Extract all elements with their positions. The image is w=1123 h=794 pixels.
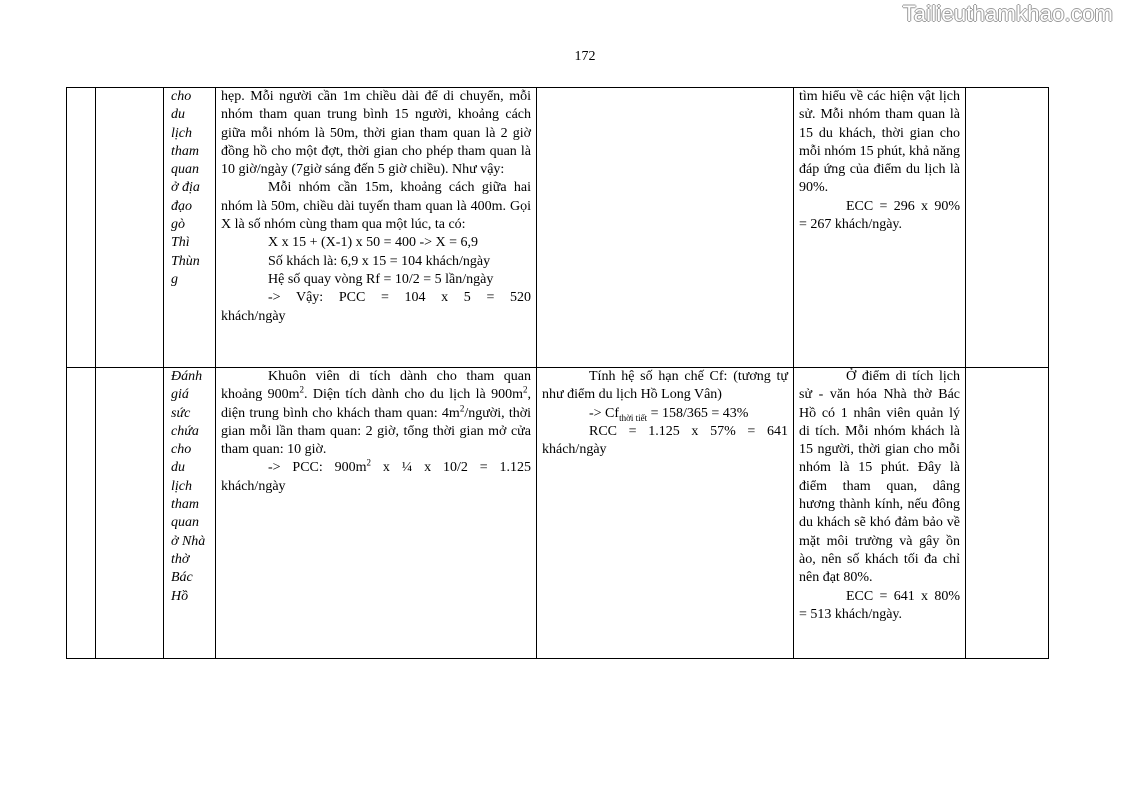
calc-paragraph: hẹp. Mỗi người cần 1m chiều dài để di chuyển, mỗi nhóm tham quan trung bình 15 người, khoảng cách giữa mỗi nhóm là 50m, thời gian tham quan là 2 giờ đồng hồ cho một đợt, thời gian cho phép tham quan là 10 giờ/ngày (7giờ sáng đến 5 giờ chiều). Như vậy: (221, 89, 531, 178)
row-label-line: Hồ (171, 588, 189, 604)
rcc-text: -> Cf (589, 405, 620, 421)
calc-text: x ¼ x 10/2 = 1.125 khách/ngày (221, 460, 531, 494)
superscript: 2 (523, 384, 528, 395)
calc-line: Số khách là: 6,9 x 15 = 104 khách/ngày (268, 253, 491, 269)
row-label-line: du (171, 107, 185, 123)
row-label-line: gò (171, 217, 185, 233)
calc-paragraph (221, 368, 531, 459)
empty-cell (67, 368, 96, 659)
calculation-cell (216, 368, 537, 659)
rcc-text: = 158/365 = 43% (647, 405, 749, 421)
calc-line: X x 15 + (X-1) x 50 = 400 -> X = 6,9 (268, 235, 479, 251)
row-label-cell (164, 368, 216, 659)
empty-cell (67, 88, 96, 368)
calc-paragraph: Mỗi nhóm cần 15m, khoảng cách giữa hai nhóm là 50m, chiều dài tuyến tham quan là 400m. Gọi X là số nhóm cùng tham qua một lúc, ta có: (221, 180, 531, 233)
row-label-line: đạo (171, 198, 192, 214)
ecc-cell (794, 368, 966, 659)
row-label-line: Đánh (171, 369, 203, 384)
superscript: 2 (299, 384, 304, 395)
subscript: thời tiết (619, 412, 648, 423)
calc-text: /người, thời gian mỗi lần tham quan: 2 giờ, tổng thời gian mở cửa tham quan: 10 giờ. (221, 405, 531, 458)
page-number: 172 (574, 49, 596, 64)
row-label-line: ở địa (171, 180, 200, 196)
calc-text: Khuôn viên di tích dành cho tham quan khoảng 900m (221, 369, 531, 403)
empty-cell (96, 88, 164, 368)
empty-cell (966, 88, 1049, 368)
calc-text: . Diện tích dành cho du lịch là 900m (303, 387, 523, 403)
table-row (67, 88, 1049, 368)
watermark: Tailieuthamkhao.com (902, 1, 1113, 26)
superscript: 2 (366, 457, 372, 468)
row-label-line: lịch (171, 125, 192, 141)
calc-line: Hệ số quay vòng Rf = 10/2 = 5 lần/ngày (268, 271, 494, 287)
ecc-cell (794, 88, 966, 368)
empty-cell (966, 368, 1049, 659)
table-row (67, 368, 1049, 659)
row-label-line: giá (171, 387, 189, 403)
ecc-paragraph: Ở điểm di tích lịch sử - văn hóa Nhà thờ Bác Hồ có 1 nhân viên quản lý di tích. Mỗi nhóm khách là 15 người, thời gian cho mỗi nhóm là 15 phút. Đây là điểm tham quan, dâng hương thành kính, nếu đông du khách sẽ khó đảm bảo về mặt môi trường và gây ồn ào, nên số khách tối đa chỉ nên đạt 80%. (799, 369, 960, 586)
ecc-result: ECC = 641 x 80% = 513 khách/ngày. (799, 588, 960, 622)
row-label-cell (164, 88, 216, 368)
row-label-line: quan (171, 515, 199, 531)
rcc-cell (537, 368, 794, 659)
calc-paragraph (221, 459, 531, 496)
calc-line: khách/ngày (221, 308, 286, 324)
row-label-line: cho (171, 89, 192, 104)
row-label-line: ở Nhà (171, 533, 206, 549)
calculation-cell (216, 88, 537, 368)
row-label-line: tham (171, 497, 199, 513)
rcc-paragraph: Tính hệ số hạn chế Cf: (tương tự như điểm du lịch Hồ Long Vân) (542, 369, 788, 403)
calc-line: -> Vậy: PCC = 104 x 5 = 520 (268, 290, 531, 306)
row-label-line: chứa (171, 423, 199, 439)
rcc-paragraph (542, 405, 788, 423)
row-label-line: Thùn (171, 253, 200, 269)
ecc-paragraph: tìm hiểu về các hiện vật lịch sử. Mỗi nhóm tham quan là 15 du khách, thời gian cho mỗi nhóm 15 phút, khả năng đáp ứng của điểm du lịch là 90%. (799, 89, 960, 196)
row-label-line: cho (171, 442, 192, 458)
row-label-line: g (171, 271, 178, 287)
rcc-paragraph: RCC = 1.125 x 57% = 641 khách/ngày (542, 423, 788, 458)
empty-cell (537, 88, 794, 368)
row-label-line: Thì (171, 235, 190, 251)
row-label-line: Bác (171, 570, 193, 586)
row-label-line: quan (171, 162, 199, 178)
empty-cell (96, 368, 164, 659)
row-label-line: sức (171, 405, 191, 421)
row-label-line: lịch (171, 478, 192, 494)
superscript: 2 (459, 402, 465, 413)
calc-text: , diện trung bình cho khách tham quan: 4m (221, 387, 531, 421)
calc-text: -> PCC: 900m (268, 460, 367, 476)
capacity-table (66, 87, 1049, 659)
row-label-line: thờ (171, 551, 190, 567)
ecc-result: ECC = 296 x 90% = 267 khách/ngày. (799, 198, 960, 233)
row-label-line: tham (171, 143, 199, 159)
row-label-line: du (171, 460, 185, 476)
